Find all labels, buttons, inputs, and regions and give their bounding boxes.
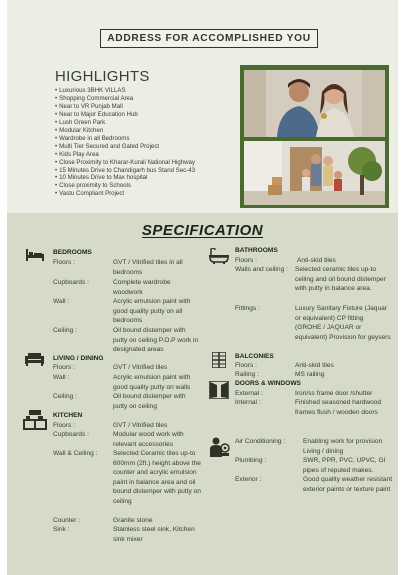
service-person-icon xyxy=(210,437,230,457)
spec-label: Exterior : xyxy=(235,476,262,483)
tagline-text: ADDRESS FOR ACCOMPLISHED YOU xyxy=(107,33,311,44)
spec-label: External : xyxy=(235,390,263,397)
spec-value: Anti-skid tiles xyxy=(295,362,334,369)
spec-value: Iron/ss frame door /shutter xyxy=(295,390,373,397)
spec-label: Floors : xyxy=(235,362,257,369)
highlight-item: • Wardrobe in all Bedrooms xyxy=(55,135,195,143)
spec-label: Cupboards : xyxy=(53,431,89,438)
spec-value: Finished seasoned hardwood frames flush / wooden doors xyxy=(295,399,382,416)
spec-label: Floors : xyxy=(53,364,75,371)
spec-label: Wall : xyxy=(53,298,70,305)
spec-label: Counter : xyxy=(53,517,81,524)
spec-value: GVT / Vitrified tiles xyxy=(113,364,168,371)
spec-value: GVT / Vitrified tiles xyxy=(113,422,168,429)
spec-label: Railing : xyxy=(235,371,259,378)
spec-value: Acrylic emulsion paint with good quality putty on walls xyxy=(113,374,191,391)
highlight-item: • Shopping Commercial Area xyxy=(55,95,195,103)
spec-value: Oil bound distemper with putty on ceiling P.O.P work in designated areas xyxy=(113,327,199,354)
highlights-list xyxy=(55,87,195,198)
spec-value: Anti-skid tiles xyxy=(297,257,336,264)
highlight-item: • Close proximity to Schools xyxy=(55,182,195,190)
highlight-item: • Multi Tier Secured and Gated Project xyxy=(55,143,195,151)
spec-label: Walls and ceiling : xyxy=(235,266,288,273)
spec-value: GVT / Vitrified tiles in all bedrooms xyxy=(113,259,183,276)
spec-label: Fittings : xyxy=(235,305,260,312)
highlight-item: • 10 Minutes Drive to Max hospital xyxy=(55,174,195,182)
spec-label: Floors : xyxy=(53,422,75,429)
specification-title: SPECIFICATION xyxy=(141,222,264,239)
spec-value: Acrylic emulsion paint with good quality putty on all bedrooms xyxy=(113,298,191,325)
balconies-heading: BALCONIES xyxy=(235,353,274,360)
couple-photo xyxy=(244,70,385,137)
spec-label: Wall & Ceiling : xyxy=(53,450,98,457)
doors-windows-heading: DOORS & WINDOWS xyxy=(235,380,301,387)
highlight-item: • Near to VR Punjab Mall xyxy=(55,103,195,111)
spec-value: Good quality weather resistant exterior paints or texture paint xyxy=(303,476,393,493)
highlight-item: • Luxurious 3BHK VILLAS xyxy=(55,87,195,95)
spec-label: Ceiling : xyxy=(53,327,77,334)
highlight-item: • Modular Kitchen xyxy=(55,127,195,135)
kitchen-icon xyxy=(23,410,47,430)
spec-label: Wall : xyxy=(53,374,70,381)
spec-label: Internal : xyxy=(235,399,261,406)
spec-value: Oil bound distemper with putty on ceiling xyxy=(113,393,186,410)
spec-value: Stainless steel sink, Kitchen sink mixer xyxy=(113,526,195,543)
brochure-page xyxy=(7,0,398,575)
bathtub-icon xyxy=(209,248,229,264)
bathrooms-heading: BATHROOMS xyxy=(235,247,278,254)
bedrooms-heading: BEDROOMS xyxy=(53,249,92,256)
kitchen-heading: KITCHEN xyxy=(53,412,83,419)
highlights-title: HIGHLIGHTS xyxy=(55,68,150,85)
bed-icon xyxy=(26,249,44,261)
tagline-banner xyxy=(100,29,318,48)
door-icon xyxy=(209,381,229,399)
living-dining-heading: LIVING / DINING xyxy=(53,355,104,362)
spec-value: SWR, PPR, PVC, UPVC, GI pipes of reputed makes. xyxy=(303,457,386,474)
spec-value: MS railing xyxy=(295,371,325,378)
highlight-item: • Kids Play Area xyxy=(55,151,195,159)
highlight-item: • Vastu Compliant Project xyxy=(55,190,195,198)
spec-label: Air Conditioning : xyxy=(235,438,286,445)
spec-value: Selected ceramic tiles up-to ceiling and oil bound distemper with putty in balance area. xyxy=(295,266,386,293)
spec-value: Complete wardrobe woodwork xyxy=(113,279,171,296)
window-icon xyxy=(212,352,226,368)
spec-label: Floors : xyxy=(53,259,75,266)
family-photo xyxy=(244,141,385,205)
highlight-item: • 15 Minutes Drive to Chandigarh bus Stand Sec-43 xyxy=(55,167,195,175)
highlight-item: • Near to Major Education Hub xyxy=(55,111,195,119)
spec-value: Modular wood work with relevant accessories xyxy=(113,431,184,448)
spec-value: Luxury Sanitary Fixture (Jaquar or equivalent) CP fitting (GROHE / JAQUAR or equivalent) Provision for geysers xyxy=(295,305,391,341)
sofa-icon xyxy=(25,352,44,366)
spec-label: Sink : xyxy=(53,526,70,533)
spec-value: Selected Ceramic tiles up-to 600mm (2ft.) height above the counter and acrylic emulsion paint in balance area and oil bound distemper with putty on ceiling xyxy=(113,450,201,505)
spec-label: Floors : xyxy=(235,257,257,264)
highlight-item: • Lush Green Park xyxy=(55,119,195,127)
highlight-item: • Close Proximity to Kharar-Kurali National Highway xyxy=(55,159,195,167)
spec-label: Ceiling : xyxy=(53,393,77,400)
spec-label: Plumbing : xyxy=(235,457,267,464)
spec-label: Cupboards : xyxy=(53,279,89,286)
spec-value: Enabling work for provision Living / dining xyxy=(303,438,383,455)
spec-value: Granite stone xyxy=(113,517,153,524)
